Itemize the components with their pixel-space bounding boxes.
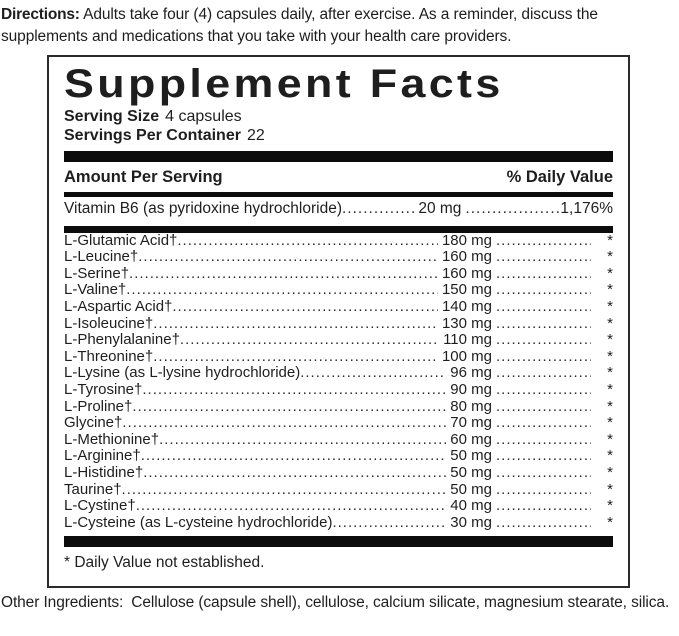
servings-per-container-value: 22 — [246, 127, 265, 144]
ingredient-daily-value: * — [607, 430, 613, 448]
ingredient-amount: 50 mg — [450, 463, 492, 481]
ingredient-name: L-Phenylalanine† — [64, 331, 180, 349]
ingredient-daily-value: * — [607, 264, 613, 282]
ingredient-amount: 160 mg — [441, 248, 492, 266]
ingredient-daily-value: * — [607, 513, 613, 531]
thick-divider-bar — [64, 151, 613, 162]
dot-leader — [496, 332, 591, 349]
dot-leader — [496, 282, 591, 299]
ingredient-name: L-Aspartic Acid† — [64, 297, 173, 315]
ingredient-name: L-Glutamic Acid† — [64, 231, 178, 249]
dot-leader — [180, 332, 439, 349]
dot-leader — [342, 201, 414, 218]
ingredient-daily-value: 1,176% — [560, 200, 613, 217]
dot-leader — [122, 415, 446, 432]
dot-leader — [132, 399, 446, 416]
ingredient-amount: 150 mg — [441, 281, 492, 299]
dot-leader — [126, 282, 438, 299]
ingredient-row — [64, 299, 613, 316]
daily-value-footnote: * Daily Value not established. — [64, 554, 265, 572]
dot-leader — [496, 448, 591, 465]
ingredient-name: L-Methionine† — [64, 430, 160, 448]
ingredient-name: L-Tyrosine† — [64, 380, 143, 398]
directions-text: Adults take four (4) capsules daily, after exercise. As a reminder, discuss the supplements and medications that you take with your health care providers. — [1, 6, 598, 45]
ingredient-row — [64, 282, 613, 299]
ingredient-daily-value: * — [607, 347, 613, 365]
ingredient-daily-value: * — [607, 364, 613, 382]
ingredient-daily-value: * — [607, 248, 613, 266]
panel-title: Supplement Facts — [64, 62, 504, 106]
ingredient-daily-value: * — [607, 414, 613, 432]
dot-leader — [138, 249, 438, 266]
ingredient-amount: 110 mg — [443, 331, 492, 349]
ingredient-name: Vitamin B6 (as pyridoxine hydrochloride) — [64, 200, 342, 217]
ingredient-row — [64, 448, 613, 465]
ingredient-row — [64, 316, 613, 333]
ingredient-amount: 70 mg — [450, 414, 492, 432]
dot-leader — [159, 432, 446, 449]
dot-leader — [141, 448, 447, 465]
ingredient-name: L-Cystine† — [64, 497, 136, 515]
ingredient-name: Taurine† — [64, 480, 122, 498]
dot-leader — [496, 432, 591, 449]
dot-leader — [177, 233, 438, 250]
amino-acid-list — [64, 233, 613, 532]
ingredient-amount: 130 mg — [441, 314, 492, 332]
ingredient-row — [64, 266, 613, 283]
ingredient-row — [64, 432, 613, 449]
ingredient-amount: 160 mg — [441, 264, 492, 282]
ingredient-amount: 96 mg — [450, 364, 492, 382]
ingredient-daily-value: * — [607, 314, 613, 332]
dot-leader — [496, 482, 591, 499]
ingredient-row — [64, 365, 613, 382]
servings-per-container-line — [64, 126, 613, 145]
dot-leader — [496, 316, 591, 333]
dot-leader — [496, 382, 591, 399]
ingredient-row — [64, 399, 613, 416]
dot-leader — [496, 415, 591, 432]
ingredient-row — [64, 382, 613, 399]
dot-leader — [143, 465, 446, 482]
serving-size-line — [64, 107, 613, 126]
dot-leader — [129, 266, 438, 283]
ingredient-amount: 50 mg — [450, 447, 492, 465]
ingredient-daily-value: * — [607, 297, 613, 315]
ingredient-daily-value: * — [607, 380, 613, 398]
ingredient-row — [64, 197, 613, 223]
amount-per-serving-header: Amount Per Serving — [64, 168, 223, 186]
dot-leader — [496, 299, 591, 316]
ingredient-amount: 140 mg — [441, 297, 492, 315]
dot-leader — [496, 515, 591, 532]
ingredient-name: L-Cysteine (as L-cysteine hydrochloride) — [64, 513, 333, 531]
ingredient-name: L-Valine† — [64, 281, 127, 299]
other-ingredients-paragraph — [0, 592, 679, 613]
dot-leader — [496, 365, 591, 382]
ingredient-amount: 180 mg — [441, 231, 492, 249]
ingredient-daily-value: * — [607, 497, 613, 515]
dot-leader — [496, 233, 591, 250]
ingredient-row — [64, 249, 613, 266]
dot-leader — [496, 498, 591, 515]
ingredient-daily-value: * — [607, 463, 613, 481]
ingredient-daily-value: * — [607, 397, 613, 415]
dot-leader — [300, 365, 446, 382]
supplement-facts-panel — [47, 55, 630, 588]
ingredient-amount: 40 mg — [450, 497, 492, 515]
ingredient-daily-value: * — [607, 231, 613, 249]
ingredient-row — [64, 498, 613, 515]
dot-leader — [153, 349, 438, 366]
column-headers-row — [64, 162, 613, 192]
ingredient-amount: 80 mg — [450, 397, 492, 415]
directions-label: Directions: — [1, 6, 80, 23]
ingredient-amount: 100 mg — [441, 347, 492, 365]
ingredient-daily-value: * — [607, 447, 613, 465]
ingredient-name: L-Isoleucine† — [64, 314, 154, 332]
ingredient-name: L-Leucine† — [64, 248, 139, 266]
dot-leader — [142, 382, 446, 399]
ingredient-amount: 50 mg — [450, 480, 492, 498]
directions-paragraph — [0, 0, 679, 48]
serving-size-value: 4 capsules — [165, 108, 242, 125]
other-ingredients-label: Other Ingredients: — [1, 594, 124, 611]
ingredient-name: L-Serine† — [64, 264, 130, 282]
ingredient-name: L-Histidine† — [64, 463, 144, 481]
dot-leader — [122, 482, 447, 499]
servings-per-container-label: Servings Per Container — [64, 127, 241, 144]
dot-leader — [153, 316, 438, 333]
dot-leader — [496, 249, 591, 266]
dot-leader — [136, 498, 447, 515]
ingredient-row — [64, 349, 613, 366]
serving-size-label: Serving Size — [64, 108, 160, 125]
ingredient-daily-value: * — [607, 331, 613, 349]
ingredient-amount: 20 mg — [418, 200, 462, 217]
dot-leader — [465, 201, 560, 218]
ingredient-row — [64, 332, 613, 349]
dot-leader — [496, 399, 591, 416]
dot-leader — [496, 349, 591, 366]
ingredient-row — [64, 482, 613, 499]
ingredient-row — [64, 515, 613, 532]
vitamin-section — [64, 197, 613, 223]
other-ingredients-text: Cellulose (capsule shell), cellulose, calcium silicate, magnesium stearate, silica. — [131, 594, 670, 611]
ingredient-row — [64, 465, 613, 482]
daily-value-header: % Daily Value — [506, 168, 613, 186]
dot-leader — [496, 465, 591, 482]
ingredient-amount: 30 mg — [450, 513, 492, 531]
dot-leader — [332, 515, 446, 532]
ingredient-name: Glycine† — [64, 414, 123, 432]
ingredient-row — [64, 233, 613, 250]
ingredient-daily-value: * — [607, 480, 613, 498]
ingredient-row — [64, 415, 613, 432]
ingredient-amount: 90 mg — [450, 380, 492, 398]
ingredient-daily-value: * — [607, 281, 613, 299]
ingredient-amount: 60 mg — [450, 430, 492, 448]
ingredient-name: L-Lysine (as L-lysine hydrochloride) — [64, 364, 301, 382]
ingredient-name: L-Proline† — [64, 397, 133, 415]
dot-leader — [496, 266, 591, 283]
ingredient-name: L-Arginine† — [64, 447, 141, 465]
dot-leader — [172, 299, 438, 316]
thick-divider-bar — [64, 536, 613, 547]
ingredient-name: L-Threonine† — [64, 347, 154, 365]
